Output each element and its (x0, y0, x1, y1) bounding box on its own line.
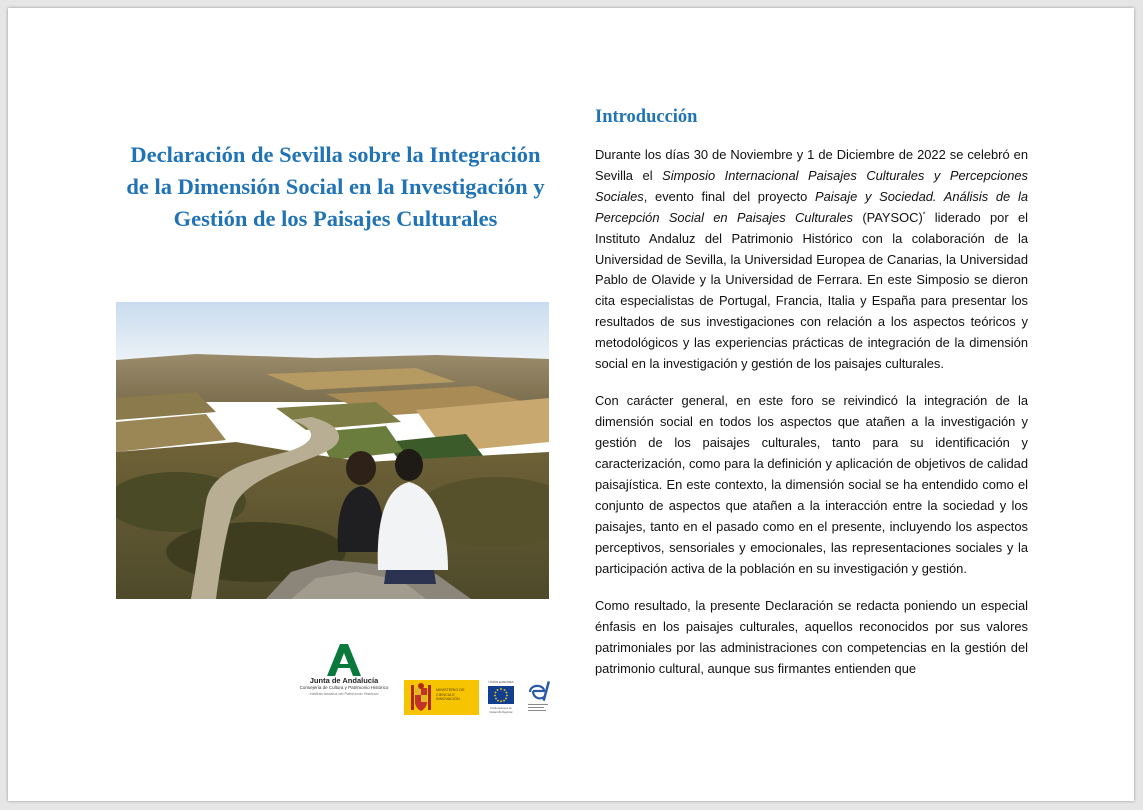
p1-text-1: Durante los días 30 de Noviembre y 1 de Diciembre de 2022 se celebró en Sevilla el (595, 147, 1028, 183)
sponsor-logos (298, 644, 558, 716)
document-title: Declaración de Sevilla sobre la Integración de la Dimensión Social en la Investigación y Gestión de los Paisajes Culturales (126, 142, 545, 231)
junta-a-icon (327, 644, 361, 676)
p1-project-name: Paisaje y Sociedad. Análisis de la Percepción Social en Paisajes Culturales (595, 188, 1028, 225)
coat-of-arms-icon (407, 682, 435, 713)
footnote-mark: * (922, 211, 926, 219)
p1-text-5: (PAYSOC) (853, 209, 923, 225)
agencia-investigacion-logo (526, 678, 550, 715)
junta-consejeria: Consejería de Cultura y Patrimonio Histórico (299, 685, 389, 690)
junta-name: Junta de Andalucía (309, 676, 379, 685)
p1-text-6: liderado por el Instituto Andaluz del Patrimonio Histórico con la colaboración de la Universidad de Sevilla, la Universidad Europea de Canarias, la Universidad Pablo de Olavide y la Universidad de Ferrara. En este Simposio se dieron cita especialistas de Portugal, Francia, Italia y España para presentar los resultados de sus investigaciones con relación a los aspectos teóricos y metodológicos y las experiencias prácticas de integración de la dimensión social en la investigación y gestión de los paisajes culturales. (595, 209, 1028, 372)
eu-flag-icon (488, 686, 514, 704)
body-text (595, 145, 1028, 696)
document-page (8, 8, 1134, 801)
ministerio-text: MINISTERIO DE CIENCIA E INNOVACIÓN (436, 688, 465, 702)
junta-andalucia-logo (298, 644, 390, 714)
ministerio-logo (404, 680, 479, 715)
paragraph-2: Con carácter general, en este foro se reivindicó la integración de la dimensión social en todos los aspectos que atañen a la investigación y gestión de los paisajes culturales, tanto para su identificación y caracterización, como para la definición y aplicación de objetivos de calidad paisajística. En este contexto, la dimensión social se ha entendido como el conjunto de aspectos que atañen a la interacción entre la sociedad y los paisajes, tanto en el pasado como en el presente, incluyendo los aspectos perceptivos, sensoriales y emocionales, las representaciones sociales y la participación activa de la población en su investigación y gestión. (595, 393, 1028, 576)
landscape-photo (116, 302, 549, 599)
paragraph-3: Como resultado, la presente Declaración se redacta poniendo un especial énfasis en los paisajes culturales, aquellos reconocidos por sus valores patrimoniales por las administraciones con competencias en la gestión del patrimonio cultural, aunque sus firmantes entienden que (595, 598, 1028, 676)
eu-label: UNIÓN EUROPEA (488, 680, 514, 684)
paragraph-1 (595, 145, 1028, 375)
section-title-introduccion: Introducción (595, 107, 698, 127)
junta-instituto: Instituto Andaluz del Patrimonio Histórico (309, 691, 379, 696)
eu-subtitle: Fondo Europeo de Desarrollo Regional (489, 707, 513, 714)
eu-logo (484, 680, 518, 715)
p1-text-3: , evento final del proyecto (643, 188, 815, 204)
p1-symposium-name: Simposio Internacional Paisajes Culturales y Percepciones Sociales (595, 167, 1028, 204)
